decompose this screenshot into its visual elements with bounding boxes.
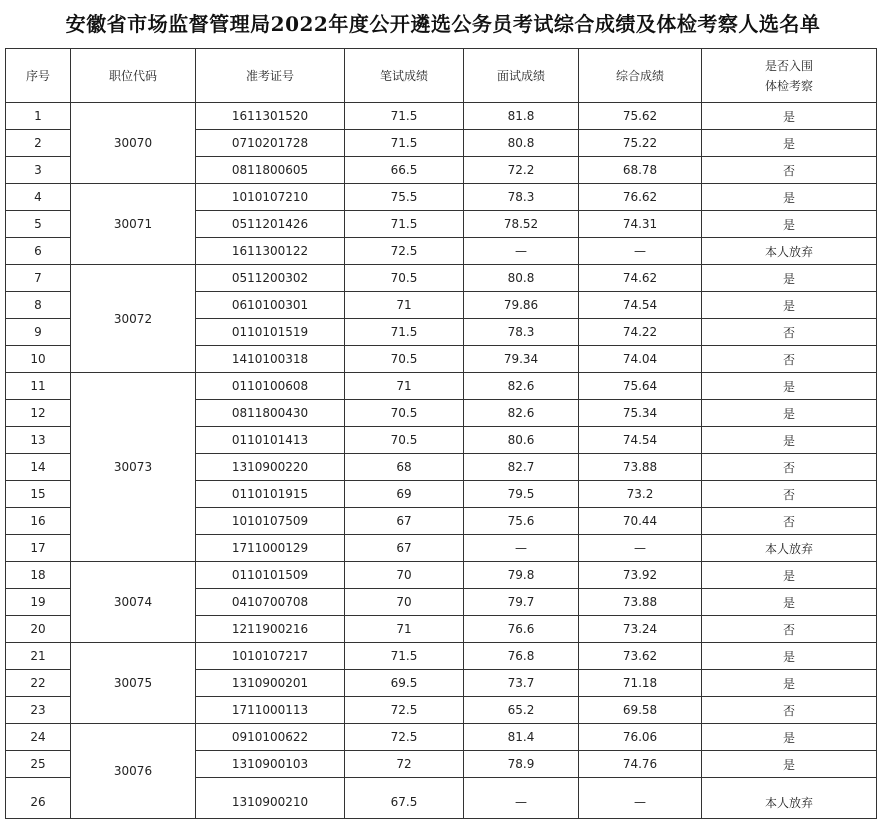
cell-status: 否 xyxy=(702,508,877,535)
cell-written: 75.5 xyxy=(345,184,464,211)
cell-position-code: 30070 xyxy=(71,103,196,184)
cell-written: 71.5 xyxy=(345,130,464,157)
cell-status: 是 xyxy=(702,643,877,670)
cell-ticket: 1310900103 xyxy=(196,751,345,778)
cell-total: 74.76 xyxy=(579,751,702,778)
cell-ticket: 0110101915 xyxy=(196,481,345,508)
cell-interview: 82.7 xyxy=(464,454,579,481)
cell-total: 74.22 xyxy=(579,319,702,346)
cell-written: 67 xyxy=(345,508,464,535)
cell-total: 73.88 xyxy=(579,589,702,616)
cell-total: 76.06 xyxy=(579,724,702,751)
cell-index: 1 xyxy=(6,103,71,130)
cell-interview: 79.34 xyxy=(464,346,579,373)
cell-index: 23 xyxy=(6,697,71,724)
cell-interview: 79.5 xyxy=(464,481,579,508)
cell-ticket: 1310900220 xyxy=(196,454,345,481)
cell-index: 2 xyxy=(6,130,71,157)
cell-ticket: 1211900216 xyxy=(196,616,345,643)
cell-written: 70.5 xyxy=(345,427,464,454)
cell-written: 71 xyxy=(345,292,464,319)
table-row xyxy=(6,643,877,670)
cell-interview: 78.3 xyxy=(464,319,579,346)
cell-total: 73.92 xyxy=(579,562,702,589)
cell-status: 否 xyxy=(702,346,877,373)
cell-interview: 76.6 xyxy=(464,616,579,643)
cell-status: 是 xyxy=(702,751,877,778)
cell-interview: 73.7 xyxy=(464,670,579,697)
cell-written: 71.5 xyxy=(345,643,464,670)
cell-position-code: 30076 xyxy=(71,724,196,819)
cell-total: 73.88 xyxy=(579,454,702,481)
cell-interview: — xyxy=(464,535,579,562)
cell-written: 69.5 xyxy=(345,670,464,697)
cell-ticket: 0811800430 xyxy=(196,400,345,427)
cell-index: 5 xyxy=(6,211,71,238)
cell-written: 72.5 xyxy=(345,697,464,724)
cell-status: 是 xyxy=(702,292,877,319)
cell-total: 74.04 xyxy=(579,346,702,373)
cell-interview: — xyxy=(464,778,579,819)
cell-total: 71.18 xyxy=(579,670,702,697)
header-interview-score: 面试成绩 xyxy=(464,49,579,103)
cell-ticket: 0811800605 xyxy=(196,157,345,184)
cell-ticket: 1310900201 xyxy=(196,670,345,697)
cell-interview: 79.8 xyxy=(464,562,579,589)
cell-status: 是 xyxy=(702,211,877,238)
cell-written: 70.5 xyxy=(345,400,464,427)
cell-status: 否 xyxy=(702,454,877,481)
cell-interview: — xyxy=(464,238,579,265)
cell-ticket: 0110101509 xyxy=(196,562,345,589)
cell-index: 3 xyxy=(6,157,71,184)
cell-interview: 79.7 xyxy=(464,589,579,616)
header-status-line1: 是否入围 xyxy=(764,58,813,73)
cell-interview: 82.6 xyxy=(464,373,579,400)
table-row xyxy=(6,184,877,211)
header-status-line2: 体检考察 xyxy=(764,78,813,93)
cell-interview: 75.6 xyxy=(464,508,579,535)
cell-index: 11 xyxy=(6,373,71,400)
cell-status: 是 xyxy=(702,589,877,616)
cell-status: 是 xyxy=(702,427,877,454)
cell-index: 22 xyxy=(6,670,71,697)
cell-status: 是 xyxy=(702,184,877,211)
cell-index: 17 xyxy=(6,535,71,562)
cell-written: 71.5 xyxy=(345,103,464,130)
cell-total: 76.62 xyxy=(579,184,702,211)
cell-ticket: 1310900210 xyxy=(196,778,345,819)
cell-index: 13 xyxy=(6,427,71,454)
header-row xyxy=(6,49,877,103)
cell-total: 73.62 xyxy=(579,643,702,670)
cell-position-code: 30074 xyxy=(71,562,196,643)
cell-index: 16 xyxy=(6,508,71,535)
cell-ticket: 0610100301 xyxy=(196,292,345,319)
cell-status: 是 xyxy=(702,670,877,697)
cell-ticket: 1010107217 xyxy=(196,643,345,670)
cell-ticket: 1410100318 xyxy=(196,346,345,373)
cell-interview: 76.8 xyxy=(464,643,579,670)
cell-index: 20 xyxy=(6,616,71,643)
cell-ticket: 0110100608 xyxy=(196,373,345,400)
cell-written: 70.5 xyxy=(345,265,464,292)
cell-ticket: 0110101413 xyxy=(196,427,345,454)
cell-interview: 78.9 xyxy=(464,751,579,778)
table-row xyxy=(6,562,877,589)
cell-written: 71 xyxy=(345,373,464,400)
page-title: 安徽省市场监督管理局2022年度公开遴选公务员考试综合成绩及体检考察人选名单 xyxy=(65,12,821,36)
cell-index: 8 xyxy=(6,292,71,319)
cell-written: 71 xyxy=(345,616,464,643)
cell-status: 是 xyxy=(702,562,877,589)
cell-interview: 78.52 xyxy=(464,211,579,238)
cell-written: 67.5 xyxy=(345,778,464,819)
cell-interview: 81.4 xyxy=(464,724,579,751)
cell-index: 19 xyxy=(6,589,71,616)
cell-written: 71.5 xyxy=(345,211,464,238)
cell-status: 本人放弃 xyxy=(702,238,877,265)
table-row xyxy=(6,103,877,130)
cell-total: 74.31 xyxy=(579,211,702,238)
cell-ticket: 1711000113 xyxy=(196,697,345,724)
cell-interview: 80.8 xyxy=(464,130,579,157)
cell-index: 9 xyxy=(6,319,71,346)
cell-total: 74.54 xyxy=(579,427,702,454)
cell-interview: 72.2 xyxy=(464,157,579,184)
cell-interview: 78.3 xyxy=(464,184,579,211)
cell-written: 72.5 xyxy=(345,238,464,265)
cell-ticket: 1010107210 xyxy=(196,184,345,211)
header-index: 序号 xyxy=(6,49,71,103)
cell-status: 否 xyxy=(702,697,877,724)
cell-total: 69.58 xyxy=(579,697,702,724)
header-position-code: 职位代码 xyxy=(71,49,196,103)
cell-position-code: 30075 xyxy=(71,643,196,724)
cell-written: 67 xyxy=(345,535,464,562)
cell-index: 21 xyxy=(6,643,71,670)
cell-total: — xyxy=(579,778,702,819)
cell-ticket: 0110101519 xyxy=(196,319,345,346)
cell-total: 75.62 xyxy=(579,103,702,130)
cell-position-code: 30073 xyxy=(71,373,196,562)
cell-written: 66.5 xyxy=(345,157,464,184)
cell-ticket: 1711000129 xyxy=(196,535,345,562)
cell-ticket: 0511201426 xyxy=(196,211,345,238)
cell-status: 是 xyxy=(702,724,877,751)
cell-index: 18 xyxy=(6,562,71,589)
cell-status: 是 xyxy=(702,130,877,157)
cell-interview: 82.6 xyxy=(464,400,579,427)
cell-index: 10 xyxy=(6,346,71,373)
table-row xyxy=(6,724,877,751)
cell-total: 75.34 xyxy=(579,400,702,427)
cell-index: 7 xyxy=(6,265,71,292)
cell-total: 70.44 xyxy=(579,508,702,535)
cell-index: 6 xyxy=(6,238,71,265)
cell-ticket: 0910100622 xyxy=(196,724,345,751)
cell-total: 73.2 xyxy=(579,481,702,508)
cell-written: 72 xyxy=(345,751,464,778)
header-ticket-number: 准考证号 xyxy=(196,49,345,103)
cell-interview: 80.8 xyxy=(464,265,579,292)
cell-interview: 80.6 xyxy=(464,427,579,454)
cell-written: 70.5 xyxy=(345,346,464,373)
cell-total: 75.64 xyxy=(579,373,702,400)
cell-written: 69 xyxy=(345,481,464,508)
cell-written: 68 xyxy=(345,454,464,481)
cell-total: — xyxy=(579,535,702,562)
cell-index: 24 xyxy=(6,724,71,751)
cell-ticket: 0410700708 xyxy=(196,589,345,616)
cell-total: 75.22 xyxy=(579,130,702,157)
cell-ticket: 1611300122 xyxy=(196,238,345,265)
cell-total: 74.62 xyxy=(579,265,702,292)
cell-index: 4 xyxy=(6,184,71,211)
cell-index: 12 xyxy=(6,400,71,427)
cell-index: 25 xyxy=(6,751,71,778)
cell-interview: 81.8 xyxy=(464,103,579,130)
cell-ticket: 0511200302 xyxy=(196,265,345,292)
cell-ticket: 1010107509 xyxy=(196,508,345,535)
cell-status: 是 xyxy=(702,103,877,130)
cell-position-code: 30072 xyxy=(71,265,196,373)
table-row xyxy=(6,265,877,292)
cell-ticket: 0710201728 xyxy=(196,130,345,157)
cell-written: 70 xyxy=(345,589,464,616)
table-row xyxy=(6,373,877,400)
header-written-score: 笔试成绩 xyxy=(345,49,464,103)
cell-interview: 79.86 xyxy=(464,292,579,319)
cell-index: 15 xyxy=(6,481,71,508)
cell-status: 否 xyxy=(702,319,877,346)
cell-status: 否 xyxy=(702,616,877,643)
results-table xyxy=(5,48,877,819)
cell-interview: 65.2 xyxy=(464,697,579,724)
cell-status: 本人放弃 xyxy=(702,778,877,819)
cell-status: 否 xyxy=(702,481,877,508)
cell-index: 26 xyxy=(6,778,71,819)
cell-total: 73.24 xyxy=(579,616,702,643)
cell-total: — xyxy=(579,238,702,265)
header-total-score: 综合成绩 xyxy=(579,49,702,103)
cell-status: 是 xyxy=(702,265,877,292)
header-shortlist-status xyxy=(702,49,877,103)
cell-status: 否 xyxy=(702,157,877,184)
cell-status: 是 xyxy=(702,400,877,427)
cell-ticket: 1611301520 xyxy=(196,103,345,130)
cell-total: 74.54 xyxy=(579,292,702,319)
cell-written: 70 xyxy=(345,562,464,589)
cell-total: 68.78 xyxy=(579,157,702,184)
cell-written: 72.5 xyxy=(345,724,464,751)
cell-position-code: 30071 xyxy=(71,184,196,265)
cell-written: 71.5 xyxy=(345,319,464,346)
cell-status: 是 xyxy=(702,373,877,400)
cell-index: 14 xyxy=(6,454,71,481)
cell-status: 本人放弃 xyxy=(702,535,877,562)
